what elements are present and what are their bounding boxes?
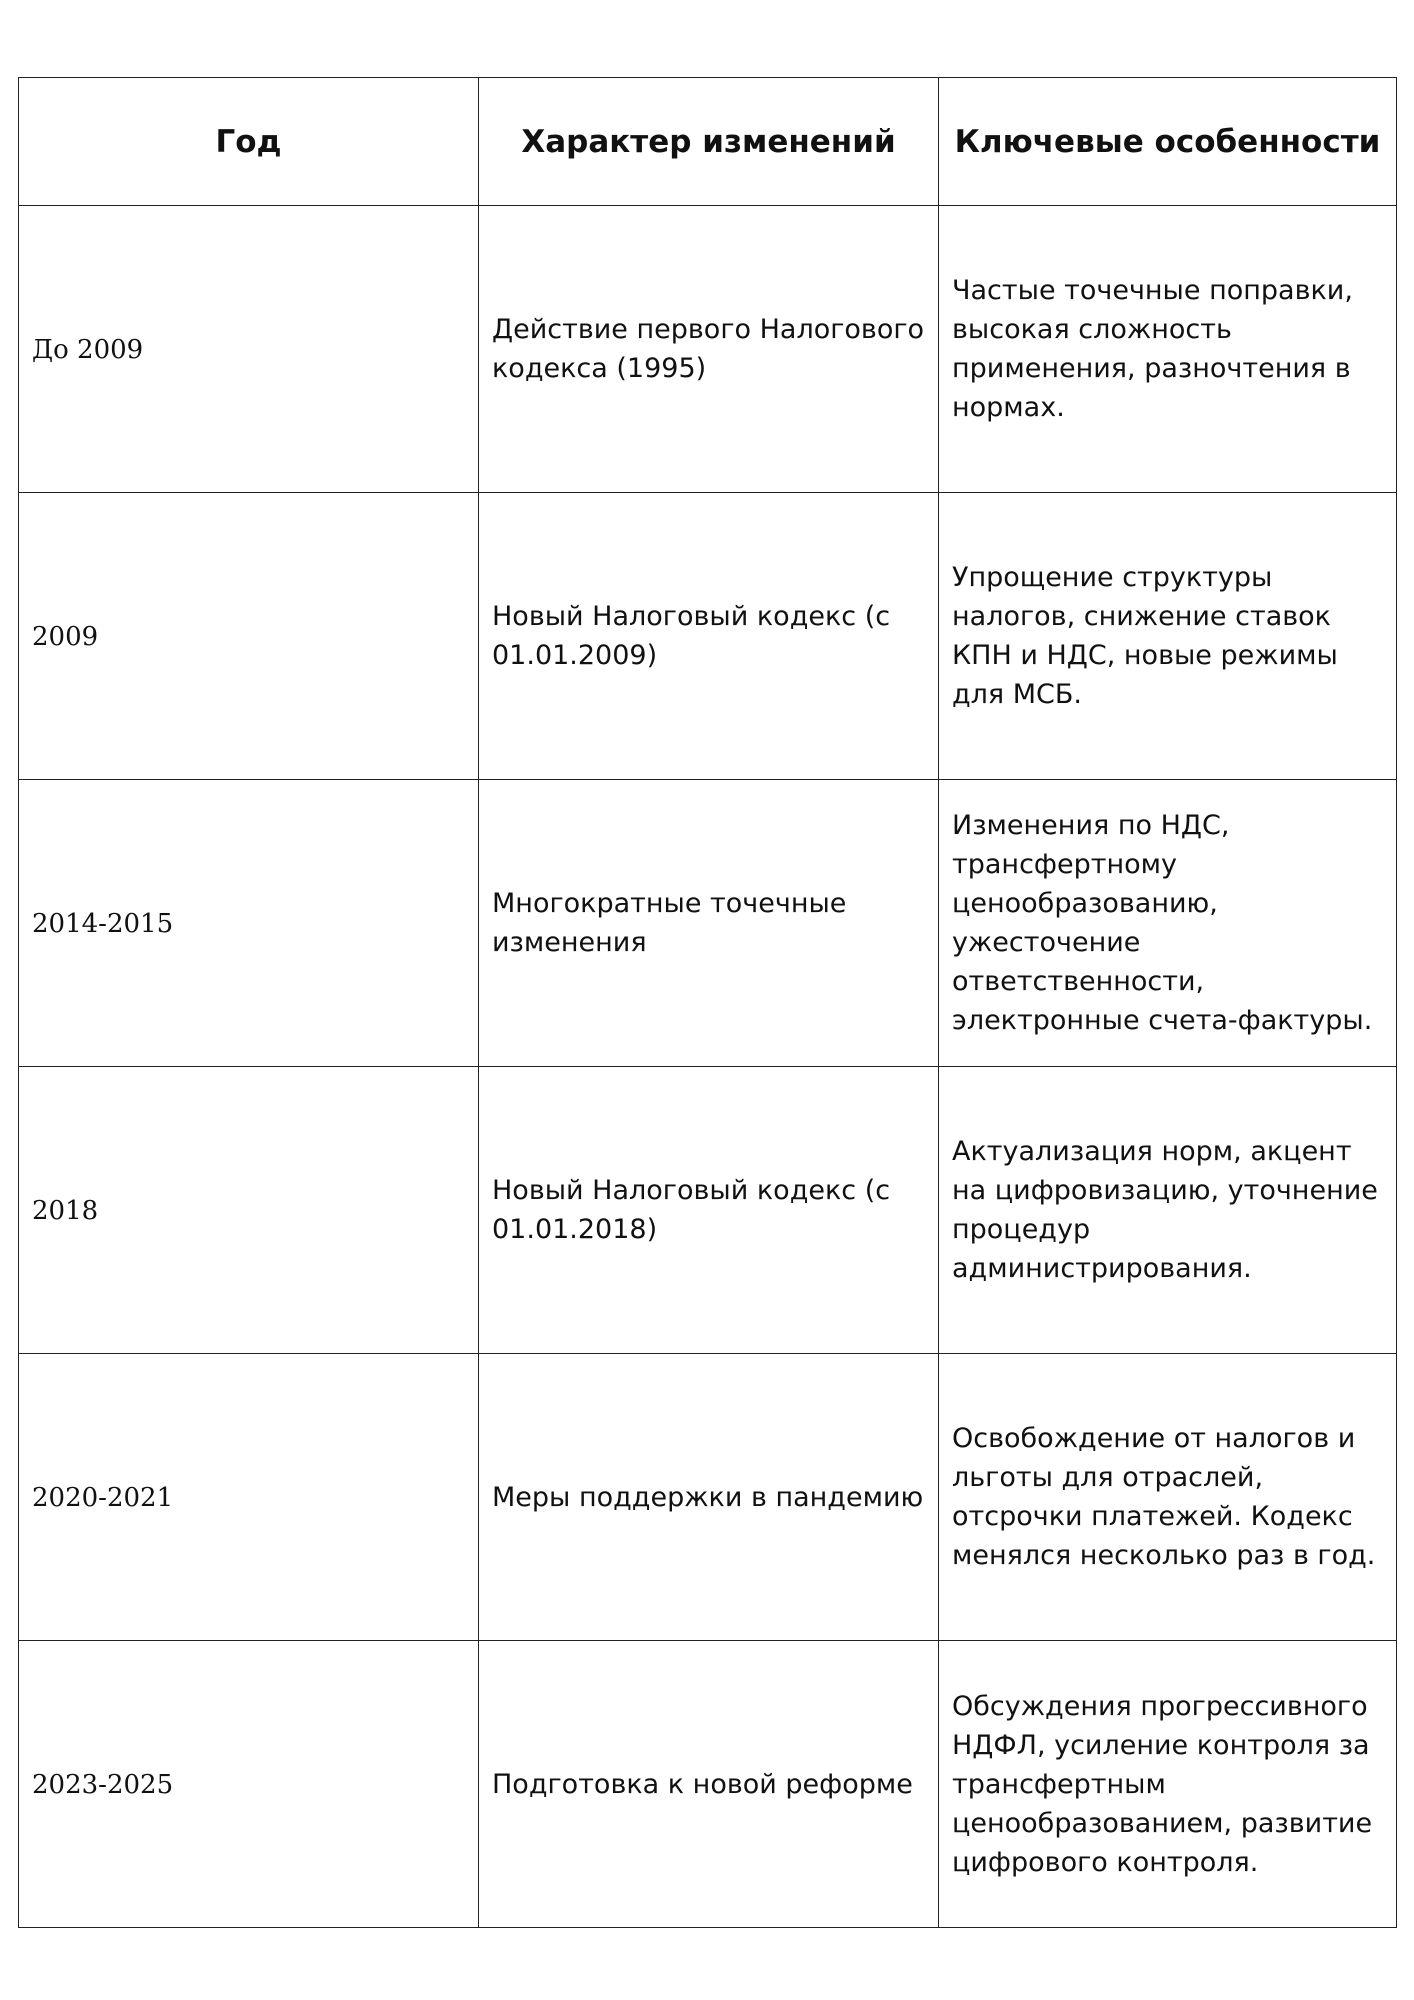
year-cell: 2023-2025 [19, 1641, 479, 1928]
header-change: Характер изменений [479, 78, 939, 206]
features-cell: Частые точечные поправки, высокая сложность применения, разночтения в нормах. [939, 206, 1397, 493]
change-cell: Подготовка к новой реформе [479, 1641, 939, 1928]
table-header-row [19, 78, 1397, 206]
features-cell: Упрощение структуры налогов, снижение ставок КПН и НДС, новые режимы для МСБ. [939, 493, 1397, 780]
table-row [19, 1354, 1397, 1641]
change-cell: Меры поддержки в пандемию [479, 1354, 939, 1641]
table-row [19, 780, 1397, 1067]
change-cell: Многократные точечные изменения [479, 780, 939, 1067]
features-cell: Изменения по НДС, трансфертному ценообразованию, ужесточение ответственности, электронные счета-фактуры. [939, 780, 1397, 1067]
year-cell: 2009 [19, 493, 479, 780]
change-cell: Новый Налоговый кодекс (с 01.01.2018) [479, 1067, 939, 1354]
year-cell: 2020-2021 [19, 1354, 479, 1641]
year-cell: 2014-2015 [19, 780, 479, 1067]
features-cell: Обсуждения прогрессивного НДФЛ, усиление контроля за трансфертным ценообразованием, развитие цифрового контроля. [939, 1641, 1397, 1928]
change-cell: Действие первого Налогового кодекса (1995) [479, 206, 939, 493]
features-cell: Освобождение от налогов и льготы для отраслей, отсрочки платежей. Кодекс менялся несколько раз в год. [939, 1354, 1397, 1641]
change-cell: Новый Налоговый кодекс (с 01.01.2009) [479, 493, 939, 780]
table-row [19, 206, 1397, 493]
header-year: Год [19, 78, 479, 206]
year-cell: До 2009 [19, 206, 479, 493]
year-cell: 2018 [19, 1067, 479, 1354]
header-features: Ключевые особенности [939, 78, 1397, 206]
tax-reform-table [18, 77, 1397, 1928]
table-row [19, 493, 1397, 780]
table-row [19, 1067, 1397, 1354]
table-row [19, 1641, 1397, 1928]
features-cell: Актуализация норм, акцент на цифровизацию, уточнение процедур администрирования. [939, 1067, 1397, 1354]
